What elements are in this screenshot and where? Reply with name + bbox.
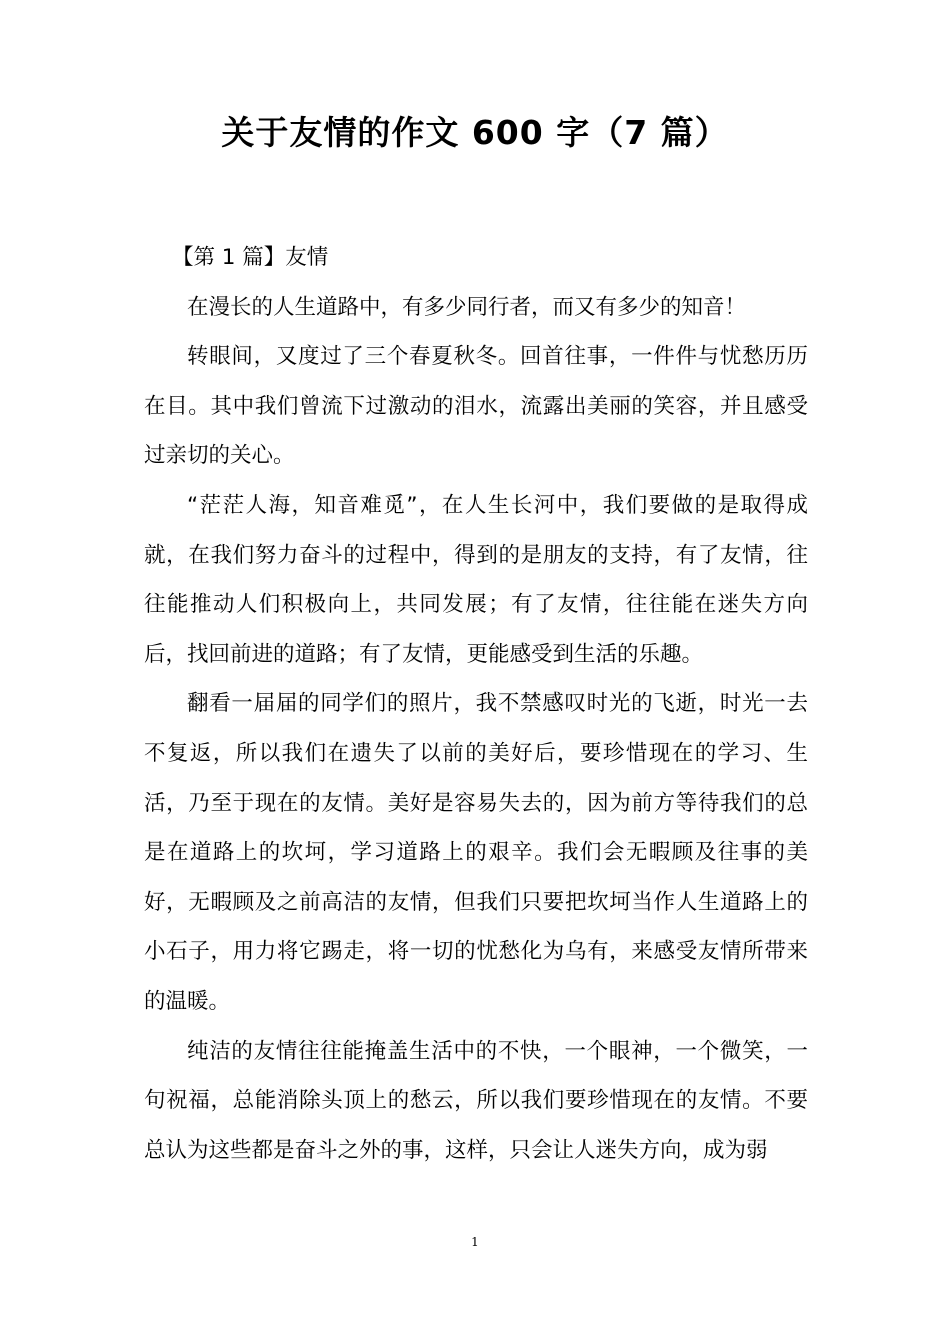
paragraph-1: 在漫长的人生道路中，有多少同行者，而又有多少的知音！ [187,294,747,320]
document-body [144,233,808,1175]
page-number: 1 [471,1235,479,1249]
paragraph-3: “茫茫人海，知音难觅”，在人生长河中，我们要做的是取得成就，在我们努力奋斗的过程中，得到的是朋友的支持，有了友情，往往能推动人们积极向上，共同发展；有了友情，往往能在迷失方向后，找回前进的道路；有了友情，更能感受到生活的乐趣。 [144,492,808,667]
section-heading: 【第 1 篇】友情 [171,245,329,270]
paragraph-5: 纯洁的友情往往能掩盖生活中的不快，一个眼神，一个微笑，一句祝福，总能消除头顶上的愁云，所以我们要珍惜现在的友情。不要总认为这些都是奋斗之外的事，这样，只会让人迷失方向，成为弱 [144,1038,808,1163]
document-title: 关于友情的作文 600 字（7 篇） [221,113,729,152]
paragraph-2: 转眼间，又度过了三个春夏秋冬。回首往事，一件件与忧愁历历在目。其中我们曾流下过激动的泪水，流露出美丽的笑容，并且感受过亲切的关心。 [144,344,808,469]
paragraph-4: 翻看一届届的同学们的照片，我不禁感叹时光的飞逝，时光一去不复返，所以我们在遗失了以前的美好后，要珍惜现在的学习、生活，乃至于现在的友情。美好是容易失去的，因为前方等待我们的总是在道路上的坎坷，学习道路上的艰辛。我们会无暇顾及往事的美好，无暇顾及之前高洁的友情，但我们只要把坎坷当作人生道路上的小石子，用力将它踢走，将一切的忧愁化为乌有，来感受友情所带来的温暖。 [144,691,808,1014]
